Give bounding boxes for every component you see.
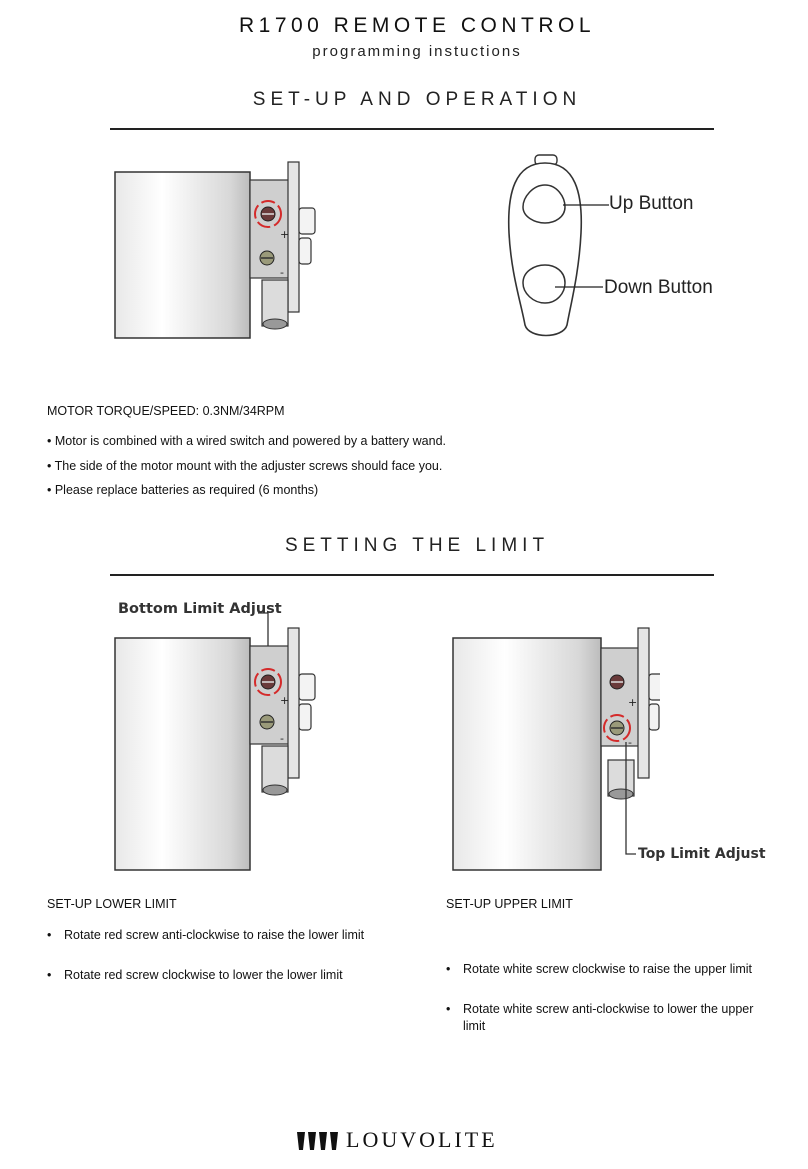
motor-spec-heading: MOTOR TORQUE/SPEED: 0.3NM/34RPM bbox=[47, 404, 285, 418]
bottom-limit-callout: Bottom Limit Adjust bbox=[118, 601, 282, 617]
svg-text:-: - bbox=[280, 266, 284, 279]
svg-text:-: - bbox=[280, 732, 284, 745]
lower-limit-bullet-1: • Rotate red screw anti-clockwise to raise the lower limit bbox=[47, 927, 424, 944]
remote-illustration bbox=[505, 153, 615, 343]
top-limit-callout: Top Limit Adjust bbox=[638, 846, 766, 862]
lower-limit-bullet-2: • Rotate red screw clockwise to lower the lower limit bbox=[47, 967, 424, 984]
top-limit-screw bbox=[260, 251, 274, 265]
page-subtitle: programming instuctions bbox=[312, 43, 522, 60]
louvolite-brand: LOUVOLITE bbox=[346, 1127, 498, 1152]
setup-divider bbox=[110, 128, 714, 130]
svg-text:+: + bbox=[280, 228, 290, 241]
svg-text:+: + bbox=[280, 694, 290, 707]
upper-limit-bullet-2: • Rotate white screw anti-clockwise to lower the upper limit bbox=[446, 1001, 763, 1035]
page-title: R1700 REMOTE CONTROL bbox=[238, 14, 596, 37]
louvolite-logo-mark bbox=[296, 1131, 342, 1151]
down-button-label: Down Button bbox=[604, 277, 713, 298]
upper-limit-illustration bbox=[450, 620, 660, 872]
motor-bullet-1: • Motor is combined with a wired switch and powered by a battery wand. bbox=[47, 434, 447, 448]
svg-text:+: + bbox=[628, 696, 638, 709]
up-button-label: Up Button bbox=[609, 193, 694, 214]
svg-text:-: - bbox=[628, 736, 632, 749]
lower-limit-heading: SET-UP LOWER LIMIT bbox=[47, 897, 177, 911]
motor-illustration bbox=[112, 158, 322, 342]
motor-bullet-3: • Please replace batteries as required (6 months) bbox=[47, 483, 319, 497]
upper-limit-bullet-1: • Rotate white screw clockwise to raise the upper limit bbox=[446, 961, 763, 978]
setup-section-heading: SET-UP AND OPERATION bbox=[252, 89, 582, 110]
lower-limit-illustration bbox=[112, 608, 322, 872]
down-button-shape bbox=[523, 265, 565, 303]
limit-divider bbox=[110, 574, 714, 576]
upper-limit-heading: SET-UP UPPER LIMIT bbox=[446, 897, 573, 911]
motor-bullet-2: • The side of the motor mount with the adjuster screws should face you. bbox=[47, 459, 443, 473]
limit-section-heading: SETTING THE LIMIT bbox=[284, 535, 550, 556]
